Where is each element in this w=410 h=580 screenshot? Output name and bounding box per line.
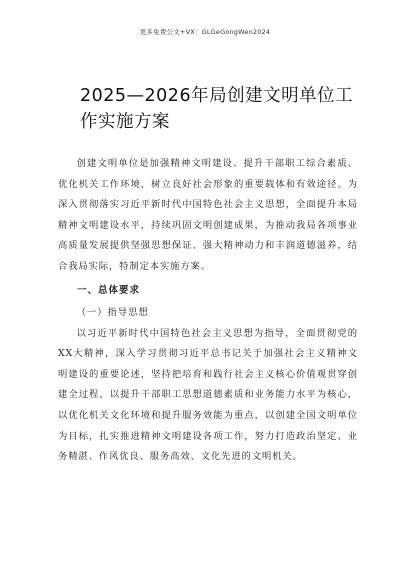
document-title: 2025—2026年局创建文明单位工作实施方案 xyxy=(80,86,354,132)
subsection-heading-guiding-ideology: （一）指导思想 xyxy=(76,306,149,318)
guiding-ideology-paragraph: 以习近平新时代中国特色社会主义思想为指导，全面贯彻党的XX大精神，深入学习贯彻习近平总书记关于加强社会主义精神文明建设的重要论述，坚持把培育和践行社会主义核心价值观贯穿创建全过程，以提升干部职工思想道德素质和业务能力水平为核心，以优化机关文化环境和提升服务效能为重点，以创建全国文明单位为目标，扎实推进精神文明建设各项工作，努力打造政治坚定、业务精湛、作风优良、服务高效、文化先进的文明机关。 xyxy=(58,327,358,463)
section-heading-overall-requirements: 一、总体要求 xyxy=(77,284,141,296)
document-body xyxy=(58,154,358,468)
header-note: 更多免费公文+VX：GLGeGongWen2024 xyxy=(139,28,271,36)
intro-paragraph: 创建文明单位是加强精神文明建设、提升干部职工综合素质、优化机关工作环境，树立良好社会形象的重要载体和有效途径。为深入贯彻落实习近平新时代中国特色社会主义思想，全面提升本局精神文明建设水平，持续巩固文明创建成果，为推动我局各项事业高质量发展提供坚强思想保证、强大精神动力和丰润道德滋养，结合我局实际，特制定本实施方案。 xyxy=(58,158,358,272)
